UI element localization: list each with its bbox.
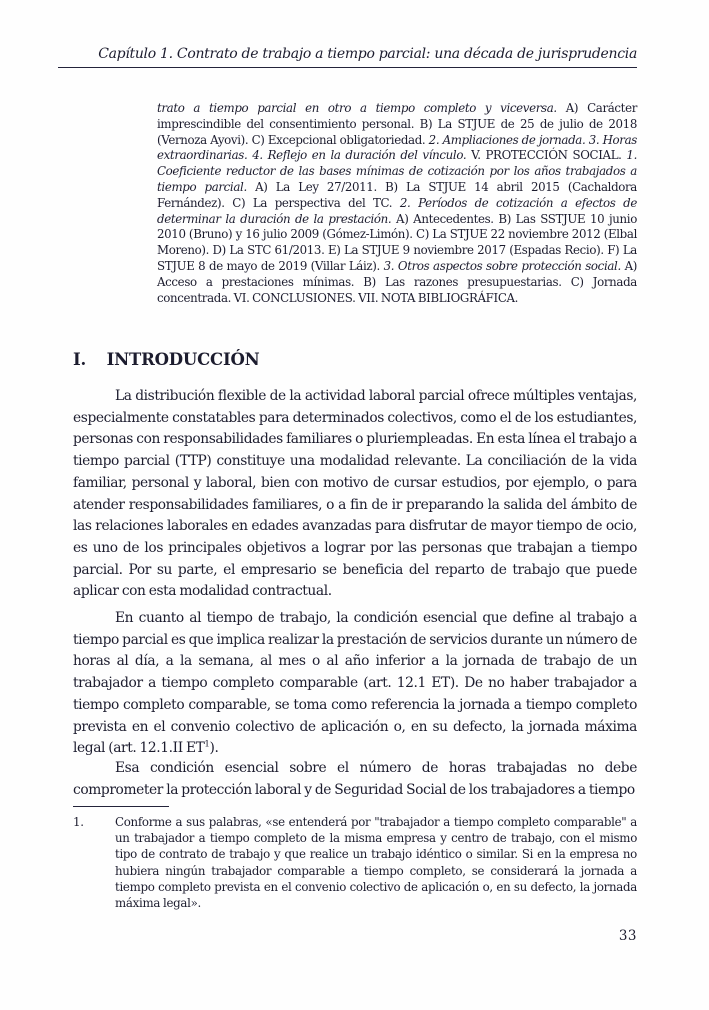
- footnote-number: 1.: [73, 815, 84, 829]
- footnote-rule: [73, 806, 169, 807]
- paragraph-intro-1: La distribución flexible de la actividad laboral parcial ofrece múltiples ventajas, especialmente constatables para determinados colectivos, como el de los estudiantes, personas con responsabilidades familiares o pluriempleadas. En esta línea el trabajo a tiempo parcial (TTP) constituye una modalidad relevante. La conciliación de la vida familiar, personal y laboral, bien con motivo de cursar estudios, por ejemplo, o para atender responsabilidades familiares, o a fin de ir preparando la salida del ámbito de las relaciones laborales en edades avanzadas para disfrutar de mayor tiempo de ocio, es uno de los principales objetivos a lograr por las personas que trabajan a tiempo parcial. Por su parte, el empresario se beneficia del reparto de trabajo que puede aplicar con esta modalidad contractual.: [73, 388, 637, 600]
- page-number: 33: [618, 928, 637, 944]
- running-head-title: Capítulo 1. Contrato de trabajo a tiempo parcial: una década de jurisprudencia: [98, 46, 637, 62]
- section-heading: [73, 350, 260, 369]
- section-title: INTRODUCCIÓN: [106, 350, 260, 369]
- running-head: [58, 46, 637, 68]
- footnote: [73, 814, 637, 911]
- chapter-summary: trato a tiempo parcial en otro a tiempo completo y viceversa. A) Carácter imprescindible del consentimiento personal. B) La STJUE de 25 de julio de 2018 (Vernoza Ayovi). C) Excepcional obligatoriedad. 2. Ampliaciones de jornada. 3. Horas extraordinarias. 4. Reflejo en la duración del vínculo. V. PROTECCIÓN SOCIAL. 1. Coeficiente reductor de las bases mínimas de cotización por los años trabajados a tiempo parcial. A) La Ley 27/2011. B) La STJUE 14 abril 2015 (Cachaldora Fernández). C) La perspectiva del TC. 2. Períodos de cotización a efectos de determinar la duración de la prestación. A) Antecedentes. B) Las SSTJUE 10 junio 2010 (Bruno) y 16 julio 2009 (Gómez-Limón). C) La STJUE 22 noviembre 2012 (Elbal Moreno). D) La STC 61/2013. E) La STJUE 9 noviembre 2017 (Espadas Recio). F) La STJUE 8 de mayo de 2019 (Villar Láiz). 3. Otros aspectos sobre protección social. A) Acceso a prestaciones mínimas. B) Las razones presupuestarias. C) Jornada concentrada. VI. CONCLUSIONES. VII. NOTA BIBLIOGRÁFICA.: [157, 101, 637, 305]
- section-number: I.: [73, 350, 87, 369]
- paragraph-intro-2: En cuanto al tiempo de trabajo, la condición esencial que define al trabajo a tiempo parcial es que implica realizar la prestación de servicios durante un número de horas al día, a la semana, al mes o al año inferior a la jornada de trabajo de un trabajador a tiempo completo comparable (art. 12.1 ET). De no haber trabajador a tiempo completo comparable, se toma como referencia la jornada a tiempo completo prevista en el convenio colectivo de aplicación o, en su defecto, la jornada máxima legal (art. 12.1.II $ET^1$).: [73, 610, 637, 757]
- footnote-text: Conforme a sus palabras, «se entenderá por "trabajador a tiempo completo comparable" a un trabajador a tiempo completo de la misma empresa y centro de trabajo, con el mismo tipo de contrato de trabajo y que realice un trabajo idéntico o similar. Si en la empresa no hubiera ningún trabajador comparable a tiempo completo, se considerará la jornada a tiempo completo prevista en el convenio colectivo de aplicación o, en su defecto, la jornada máxima legal».: [115, 815, 637, 911]
- paragraph-intro-3: Esa condición esencial sobre el número de horas trabajadas no debe comprometer la protección laboral y de Seguridad Social de los trabajadores a tiempo: [73, 760, 637, 798]
